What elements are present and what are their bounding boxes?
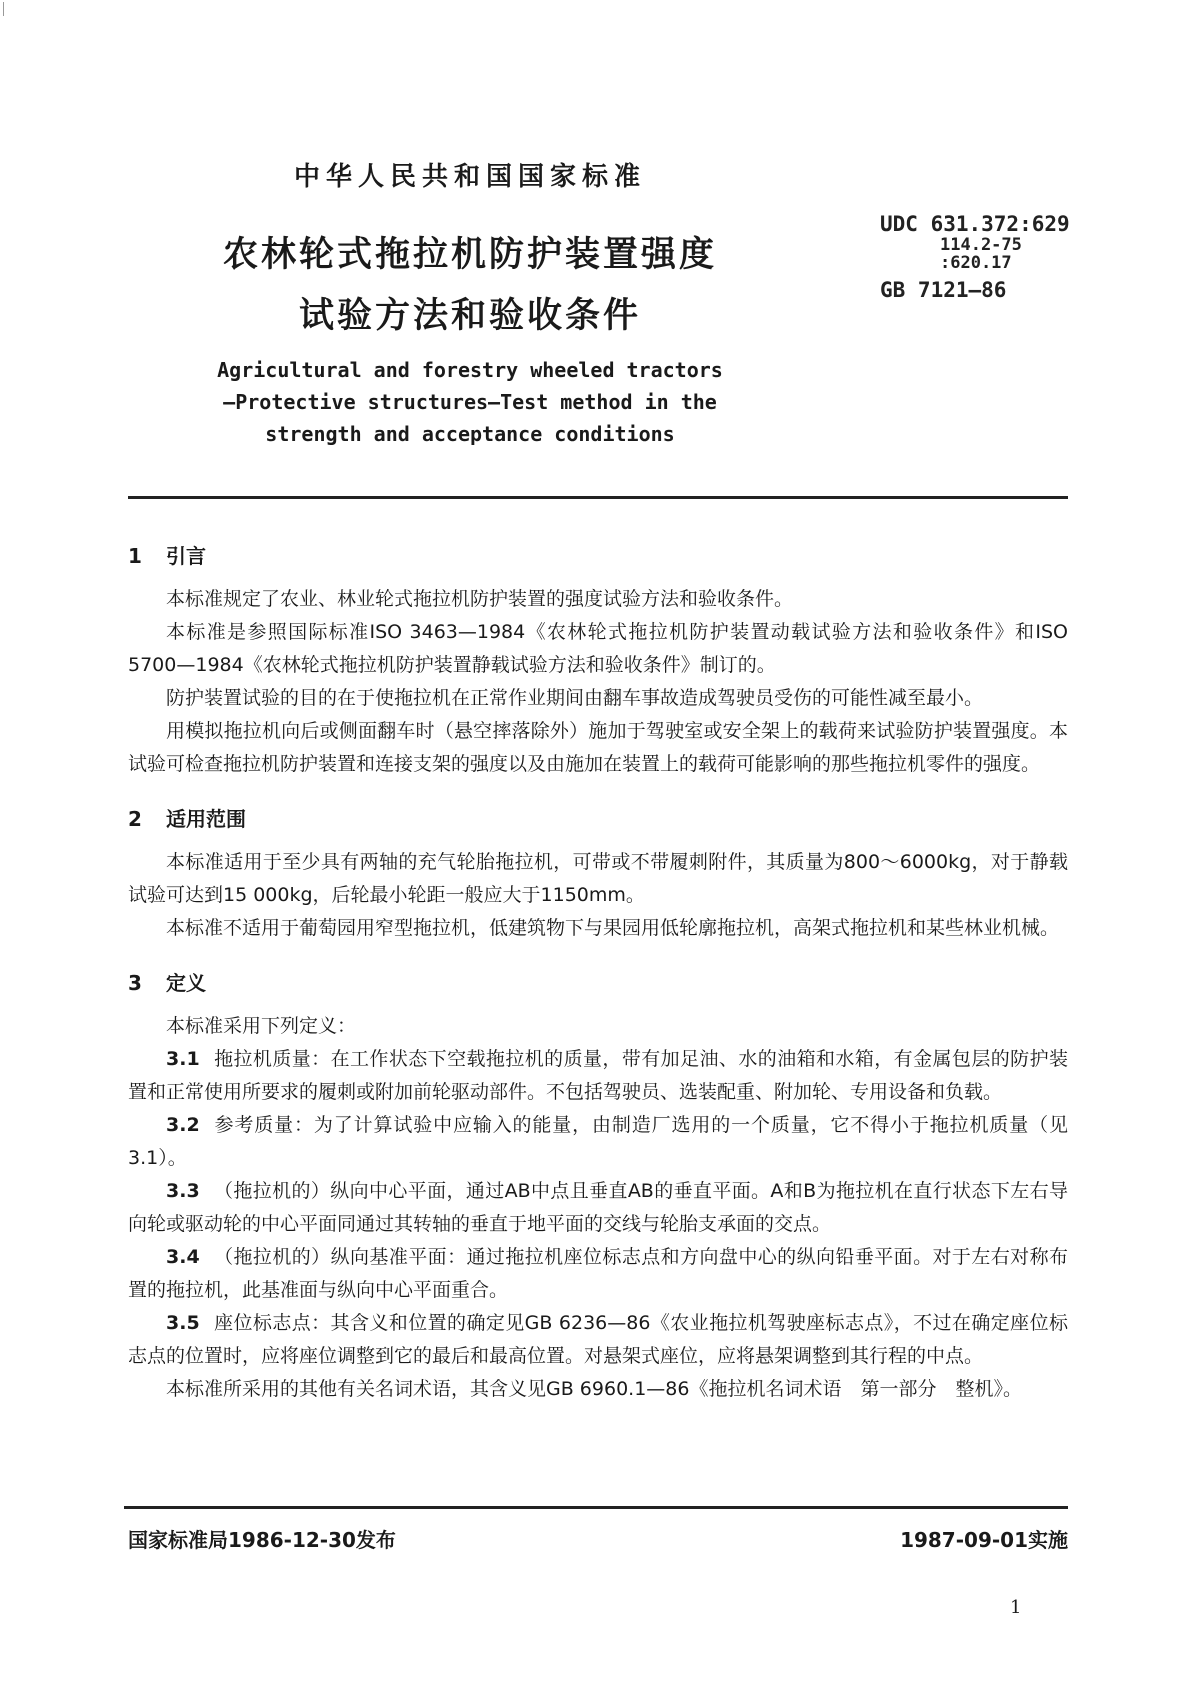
footer-divider xyxy=(124,1506,1068,1509)
udc-code-line-2: 114.2-75 xyxy=(940,235,1022,255)
section-title: 引言 xyxy=(166,544,206,568)
clause-3-3 xyxy=(128,1175,1068,1241)
document-body xyxy=(128,540,1068,1406)
issue-date: 国家标准局1986-12-30发布 xyxy=(128,1528,396,1552)
udc-code-line-1: UDC 631.372:629 xyxy=(880,212,1070,236)
clause-3-2 xyxy=(128,1109,1068,1175)
clause-3-5 xyxy=(128,1307,1068,1373)
clause-number: 3.1 xyxy=(166,1048,200,1070)
clause-text: 参考质量：为了计算试验中应输入的能量，由制造厂选用的一个质量，它不得小于拖拉机质量（见3.1）。 xyxy=(128,1114,1068,1169)
clause-number: 3.5 xyxy=(166,1312,200,1334)
header-divider xyxy=(128,496,1068,499)
paragraph: 防护装置试验的目的在于使拖拉机在正常作业期间由翻车事故造成驾驶员受伤的可能性减至最小。 xyxy=(166,687,984,709)
clause-text: （拖拉机的）纵向基准平面：通过拖拉机座位标志点和方向盘中心的纵向铅垂平面。对于左右对称布置的拖拉机，此基准面与纵向中心平面重合。 xyxy=(128,1246,1068,1301)
english-title xyxy=(0,354,940,450)
section-heading-scope xyxy=(128,803,1068,836)
udc-code-line-3: :620.17 xyxy=(940,253,1012,273)
section-heading-definitions xyxy=(128,967,1068,1000)
section-heading-introduction xyxy=(128,540,1068,573)
national-standard-title: 中华人民共和国国家标准 xyxy=(293,162,646,192)
section-number: 1 xyxy=(128,544,142,568)
effective-date: 1987-09-01实施 xyxy=(900,1528,1068,1552)
paragraph: 本标准是参照国际标准ISO 3463—1984《农林轮式拖拉机防护装置动载试验方法和验收条件》和ISO 5700—1984《农林轮式拖拉机防护装置静载试验方法和验收条件》制订的。 xyxy=(128,621,1068,676)
paragraph: 本标准适用于至少具有两轴的充气轮胎拖拉机，可带或不带履刺附件，其质量为800～6000kg，对于静载试验可达到15 000kg，后轮最小轮距一般应大于1150mm。 xyxy=(128,851,1068,906)
english-title-line-2: —Protective structures—Test method in the xyxy=(223,390,717,414)
english-title-line-3: strength and acceptance conditions xyxy=(265,422,675,446)
chinese-title-line-1: 农林轮式拖拉机防护装置强度 xyxy=(222,235,717,275)
english-title-line-1: Agricultural and forestry wheeled tractors xyxy=(217,358,723,382)
paragraph: 本标准采用下列定义： xyxy=(166,1015,357,1037)
paragraph: 用模拟拖拉机向后或侧面翻车时（悬空摔落除外）施加于驾驶室或安全架上的载荷来试验防护装置强度。本试验可检查拖拉机防护装置和连接支架的强度以及由施加在装置上的载荷可能影响的那些拖拉机零件的强度。 xyxy=(128,720,1068,775)
clause-number: 3.2 xyxy=(166,1114,200,1136)
paragraph: 本标准不适用于葡萄园用窄型拖拉机，低建筑物下与果园用低轮廓拖拉机，高架式拖拉机和某些林业机械。 xyxy=(166,917,1060,939)
clause-number: 3.3 xyxy=(166,1180,200,1202)
chinese-title-line-2: 试验方法和验收条件 xyxy=(298,296,641,336)
section-number: 3 xyxy=(128,971,142,995)
clause-3-1 xyxy=(128,1043,1068,1109)
clause-text: （拖拉机的）纵向中心平面，通过AB中点且垂直AB的垂直平面。A和B为拖拉机在直行状态下左右导向轮或驱动轮的中心平面同通过其转轴的垂直于地平面的交线与轮胎支承面的交点。 xyxy=(128,1180,1068,1235)
gb-standard-code: GB 7121—86 xyxy=(880,278,1007,302)
section-number: 2 xyxy=(128,807,142,831)
paragraph: 本标准所采用的其他有关名词术语，其含义见GB 6960.1—86《拖拉机名词术语 第一部分 整机》。 xyxy=(166,1378,1022,1400)
margin-mark xyxy=(3,2,4,16)
paragraph: 本标准规定了农业、林业轮式拖拉机防护装置的强度试验方法和验收条件。 xyxy=(166,588,794,610)
classification-codes xyxy=(880,212,1090,304)
section-title: 定义 xyxy=(166,971,206,995)
clause-number: 3.4 xyxy=(166,1246,200,1268)
clause-text: 座位标志点：其含义和位置的确定见GB 6236—86《农业拖拉机驾驶座标志点》，不过在确定座位标志点的位置时，应将座位调整到它的最后和最高位置。对悬架式座位，应将悬架调整到其行程的中点。 xyxy=(128,1312,1068,1367)
clause-text: 拖拉机质量：在工作状态下空载拖拉机的质量，带有加足油、水的油箱和水箱，有金属包层的防护装置和正常使用所要求的履刺或附加前轮驱动部件。不包括驾驶员、选装配重、附加轮、专用设备和负载。 xyxy=(128,1048,1068,1103)
section-title: 适用范围 xyxy=(166,807,246,831)
page-number: 1 xyxy=(1010,1597,1022,1618)
clause-3-4 xyxy=(128,1241,1068,1307)
